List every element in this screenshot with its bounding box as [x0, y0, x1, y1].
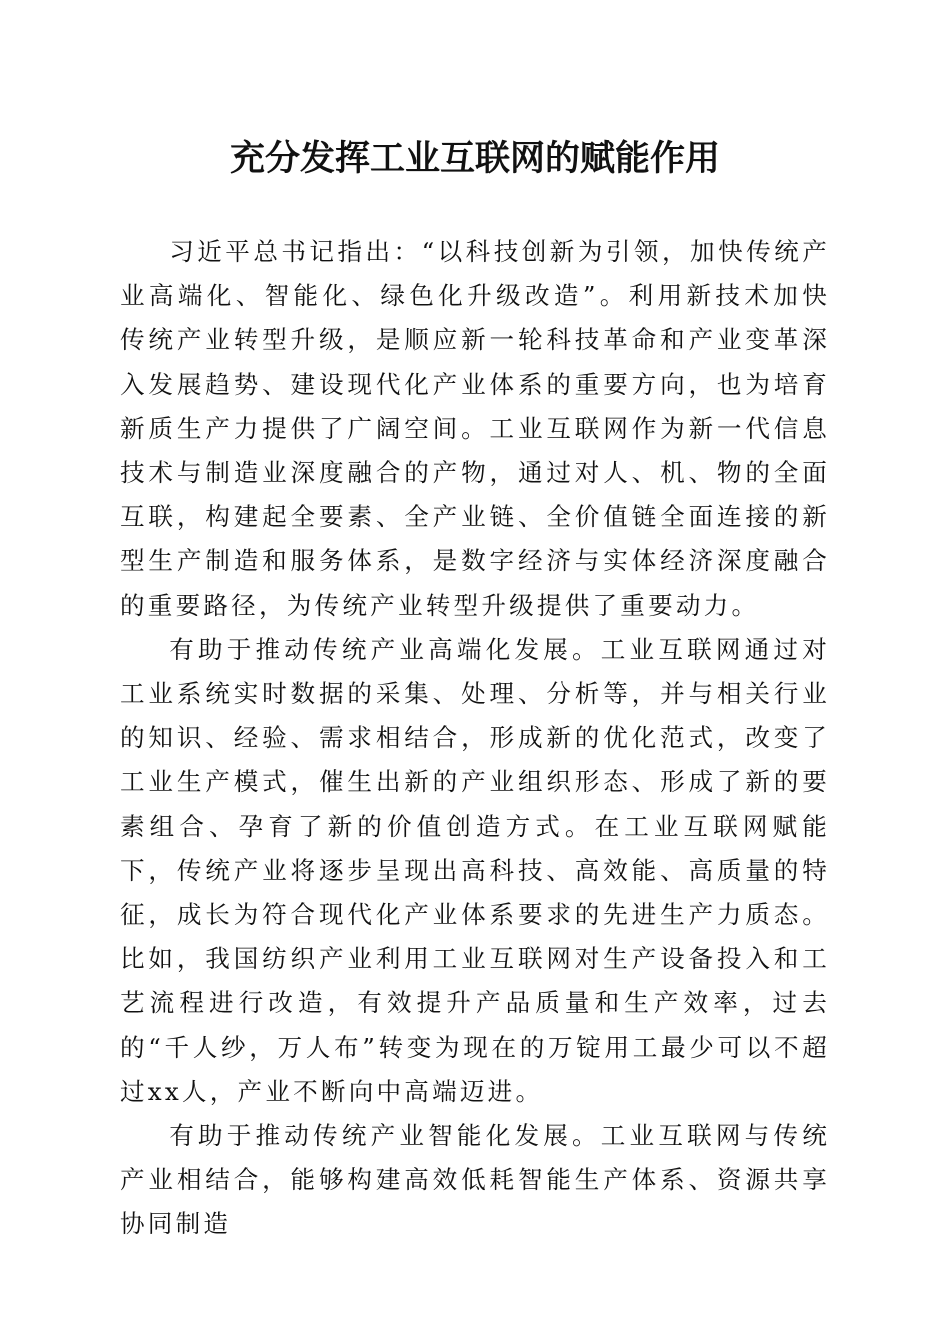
- paragraph-intro: 习近平总书记指出：“以科技创新为引领，加快传统产业高端化、智能化、绿色化升级改造”。利用新技术加快传统产业转型升级，是顺应新一轮科技革命和产业变革深入发展趋势、建设现代化产业体系的重要方向，也为培育新质生产力提供了广阔空间。工业互联网作为新一代信息技术与制造业深度融合的产物，通过对人、机、物的全面互联，构建起全要素、全产业链、全价值链全面连接的新型生产制造和服务体系，是数字经济与实体经济深度融合的重要路径，为传统产业转型升级提供了重要动力。: [120, 237, 830, 620]
- document-title: 充分发挥工业互联网的赋能作用: [229, 138, 720, 179]
- paragraph-intelligent-development: 有助于推动传统产业智能化发展。工业互联网与传统产业相结合，能够构建高效低耗智能生产体系、资源共享协同制造: [120, 1121, 830, 1239]
- document-body: [120, 230, 830, 1247]
- paragraph-high-end-development: 有助于推动传统产业高端化发展。工业互联网通过对工业系统实时数据的采集、处理、分析等，并与相关行业的知识、经验、需求相结合，形成新的优化范式，改变了工业生产模式，催生出新的产业组织形态、形成了新的要素组合、孕育了新的价值创造方式。在工业互联网赋能下，传统产业将逐步呈现出高科技、高效能、高质量的特征，成长为符合现代化产业体系要求的先进生产力质态。比如，我国纺织产业利用工业互联网对生产设备投入和工艺流程进行改造，有效提升产品质量和生产效率，过去的“千人纱，万人布”转变为现在的万锭用工最少可以不超过xx人，产业不断向中高端迈进。: [120, 634, 830, 1106]
